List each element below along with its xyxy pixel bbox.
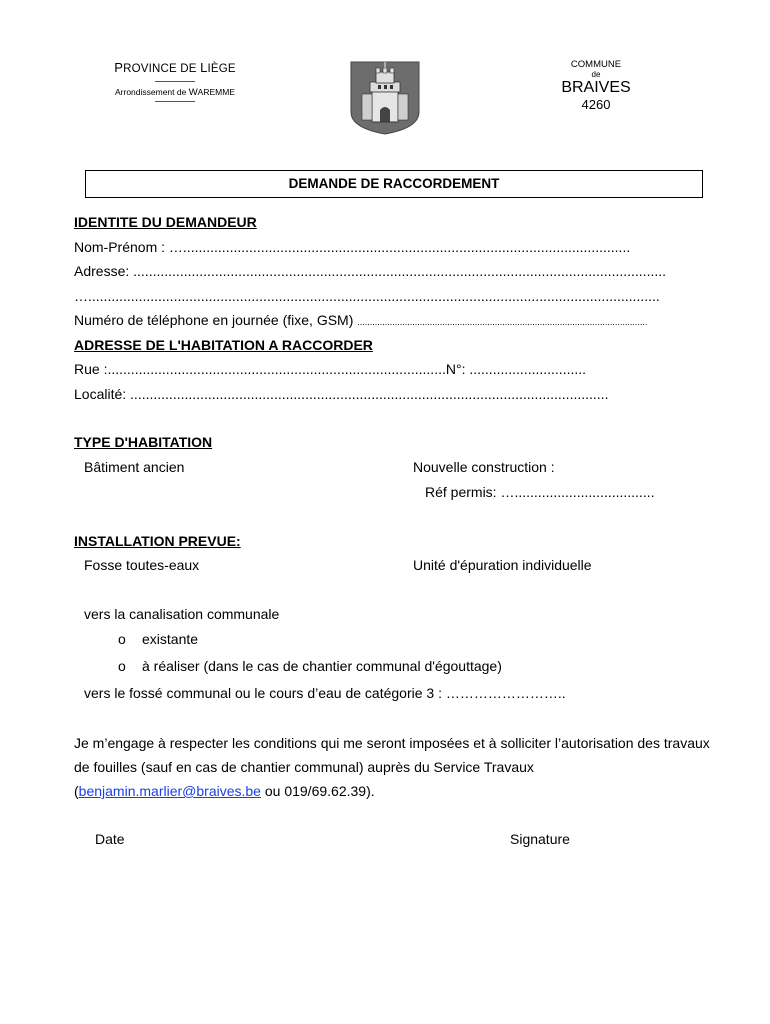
telephone-dots: .................................................................................................................... (357, 317, 648, 327)
ref-permis-field[interactable]: Réf permis: ….................................... (425, 484, 655, 500)
localite-field[interactable]: Localité: ........................................................................................................................... (74, 386, 609, 402)
section-heading-adresse: ADRESSE DE L'HABITATION A RACCORDER (74, 337, 373, 353)
option-fosse-toutes-eaux[interactable]: Fosse toutes-eaux (84, 557, 200, 573)
adresse-field[interactable]: Adresse: ......................................................................................................................................... (74, 263, 667, 279)
postcode: 4260 (581, 97, 611, 112)
telephone-field[interactable] (74, 312, 647, 328)
sub-option-existante[interactable]: o existante (118, 631, 199, 647)
option-batiment-ancien[interactable]: Bâtiment ancien (84, 459, 185, 475)
rue-field[interactable]: Rue :.......................................................................................N°: .............................. (74, 361, 587, 377)
telephone-label: Numéro de téléphone en journée (fixe, GSM) (74, 312, 354, 328)
option-fosse-communal[interactable]: vers le fossé communal ou le cours d’eau de catégorie 3 : …………………….. (84, 685, 566, 701)
date-label: Date (95, 831, 125, 847)
commune-label: COMMUNE (570, 59, 622, 70)
option-unite-epuration[interactable]: Unité d'épuration individuelle (413, 557, 592, 573)
option-canalisation[interactable]: vers la canalisation communale (84, 606, 280, 622)
coat-of-arms-icon (350, 60, 420, 135)
email-link[interactable]: benjamin.marlier@braives.be (78, 783, 261, 799)
commune-block (555, 59, 637, 112)
form-title: DEMANDE DE RACCORDEMENT (85, 170, 703, 198)
signature-label: Signature (510, 831, 570, 847)
adresse-field-line2[interactable]: …................................................................................................................................................... (74, 288, 660, 304)
province-name: PROVINCE DE LIÈGE (114, 60, 236, 75)
divider (155, 101, 195, 102)
engagement-paragraph: Je m’engage à respecter les conditions qui me seront imposées et à solliciter l’autorisation des travaux de fouilles (sauf en cas de chantier communal) auprès du Service Travaux (benjamin.marlier@braives.be ou 019/69.62.39). (74, 735, 710, 799)
commune-de: de (591, 70, 601, 79)
section-heading-type: TYPE D'HABITATION (74, 434, 213, 450)
circle-bullet-icon: o (118, 658, 126, 674)
section-heading-installation: INSTALLATION PREVUE: (74, 533, 241, 549)
circle-bullet-icon: o (118, 631, 126, 647)
divider (155, 81, 195, 82)
section-heading-identite: IDENTITE DU DEMANDEUR (74, 214, 257, 230)
arrondissement: Arrondissement de WAREMME (115, 87, 235, 98)
sub-option-a-realiser[interactable]: o à réaliser (dans le cas de chantier communal d'égouttage) (118, 658, 502, 674)
commune-name: BRAIVES (561, 79, 631, 96)
nom-prenom-field[interactable]: Nom-Prénom : …................................................................................................................... (74, 239, 631, 255)
option-nouvelle-construction[interactable]: Nouvelle construction : (413, 459, 555, 475)
province-block (100, 60, 250, 107)
